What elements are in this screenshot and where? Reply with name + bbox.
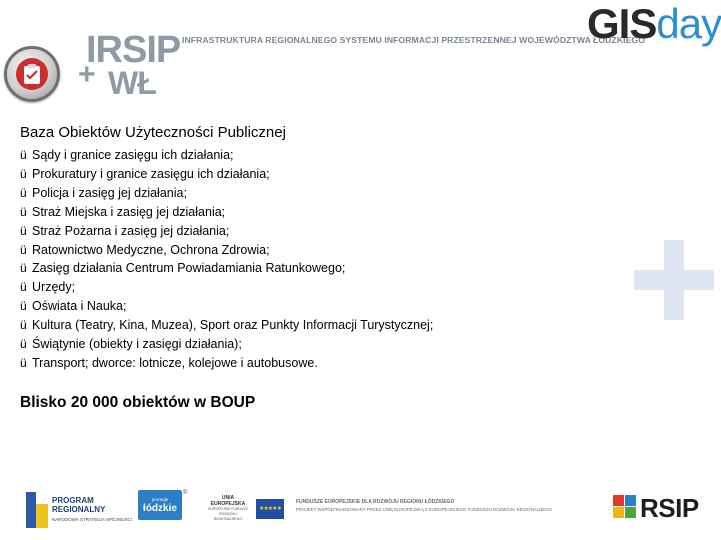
slide-header	[0, 0, 720, 110]
ue-line1: UNIA EUROPEJSKA	[210, 495, 246, 507]
program-line1: PROGRAM	[52, 496, 94, 505]
list-item	[20, 354, 433, 373]
checkmark-icon: ü	[20, 223, 27, 238]
checkmark-icon: ü	[20, 148, 27, 162]
lodzkie-big-text: łódzkie	[143, 502, 177, 514]
list-item	[20, 241, 433, 260]
gisday-gis-text: GIS	[587, 0, 657, 47]
lodzkie-small-text: promuje	[151, 496, 169, 502]
header-title: INFRASTRUKTURA REGIONALNEGO SYSTEMU INFORMACJI PRZESTRZENNEJ WOJEWÓDZTWA ŁÓDZKIEGO	[182, 35, 646, 45]
puzzle-icon	[613, 495, 637, 521]
checkmark-icon: ü	[20, 166, 27, 181]
list-item-text: Kultura (Teatry, Kina, Muzea), Sport oraz Punkty Informacji Turystycznej;	[32, 318, 434, 333]
list-item-text: Straż Miejska i zasięg jej działania;	[32, 204, 226, 219]
list-item-text: Oświata i Nauka;	[32, 299, 127, 314]
list-item-text: Sądy i granice zasięgu ich działania;	[32, 148, 234, 162]
funding-logos-footer	[0, 480, 720, 540]
list-item	[20, 316, 433, 335]
checkmark-icon: ü	[20, 185, 27, 200]
fe-line2: PROJEKT WSPÓŁFINANSOWANY PRZEZ UNIĘ EUROPEJSKĄ Z EUROPEJSKIEGO FUNDUSZU ROZWOJU REGIONALNEGO	[296, 507, 553, 512]
program-line2: REGIONALNY	[52, 505, 106, 514]
list-item	[20, 203, 433, 222]
promuje-lodzkie-logo	[138, 490, 187, 520]
list-item-text: Urzędy;	[32, 280, 76, 295]
list-item-text: Policja i zasięg jej działania;	[32, 185, 187, 200]
eu-flag-icon	[256, 499, 284, 519]
rsip-logo	[613, 494, 699, 522]
checkmark-icon: ü	[20, 299, 27, 314]
checkmark-icon: ü	[20, 204, 27, 219]
logo-irsip-text: IRSIP	[86, 29, 181, 71]
list-item	[20, 259, 433, 278]
gisday-logo	[587, 0, 721, 48]
list-item-text: Ratownictwo Medyczne, Ochrona Zdrowia;	[32, 242, 270, 257]
gisday-day-text: day	[656, 0, 721, 47]
list-item	[20, 335, 433, 354]
list-item-text: Transport; dworce: lotnicze, kolejowe i autobusowe.	[32, 355, 318, 370]
program-regionalny-logo	[26, 490, 132, 530]
irsip-wl-logo	[78, 29, 181, 101]
eu-efrr-logo	[206, 495, 284, 522]
object-category-list	[20, 146, 433, 373]
program-regionalny-mark-icon	[26, 492, 48, 528]
program-line3: NARODOWA STRATEGIA SPÓJNOŚCI	[52, 517, 133, 522]
list-item-text: Świątynie (obiekty i zasięgi działania);	[32, 337, 242, 352]
clipboard-badge-icon	[4, 46, 60, 102]
checkmark-icon: ü	[20, 261, 27, 276]
clipboard-icon	[16, 58, 48, 90]
list-item	[20, 278, 433, 297]
fe-line1: FUNDUSZE EUROPEJSKIE DLA ROZWOJU REGIONU ŁÓDZKIEGO	[296, 499, 455, 505]
rsip-text: RSIP	[640, 493, 699, 523]
checkmark-icon: ü	[20, 280, 27, 295]
registered-mark: ®	[183, 490, 188, 496]
list-item	[20, 165, 433, 184]
list-item	[20, 297, 433, 316]
checkmark-icon: ü	[20, 318, 27, 333]
checkmark-icon: ü	[20, 337, 27, 352]
summary-text: Blisko 20 000 obiektów w BOUP	[20, 394, 256, 411]
list-item	[20, 222, 433, 241]
fundusze-europejskie-text	[296, 498, 552, 513]
watermark-plus-decoration	[634, 240, 714, 320]
eu-flag-stars: ★★★★★	[259, 506, 281, 512]
list-item-text: Prokuratury i granice zasięgu ich działania;	[32, 166, 270, 181]
section-heading: Baza Obiektów Użyteczności Publicznej	[20, 124, 286, 141]
checkmark-icon: ü	[20, 242, 27, 257]
checkmark-icon: ü	[20, 355, 27, 370]
list-item	[20, 146, 433, 165]
list-item	[20, 184, 433, 203]
list-item-text: Straż Pożarna i zasięg jej działania;	[32, 223, 230, 238]
logo-plus-text: +	[78, 58, 96, 91]
logo-wl-text: WŁ	[108, 65, 156, 101]
list-item-text: Zasięg działania Centrum Powiadamiania Ratunkowego;	[32, 261, 346, 276]
ue-line2: EUROPEJSKI FUNDUSZ ROZWOJU REGIONALNEGO	[208, 507, 248, 521]
